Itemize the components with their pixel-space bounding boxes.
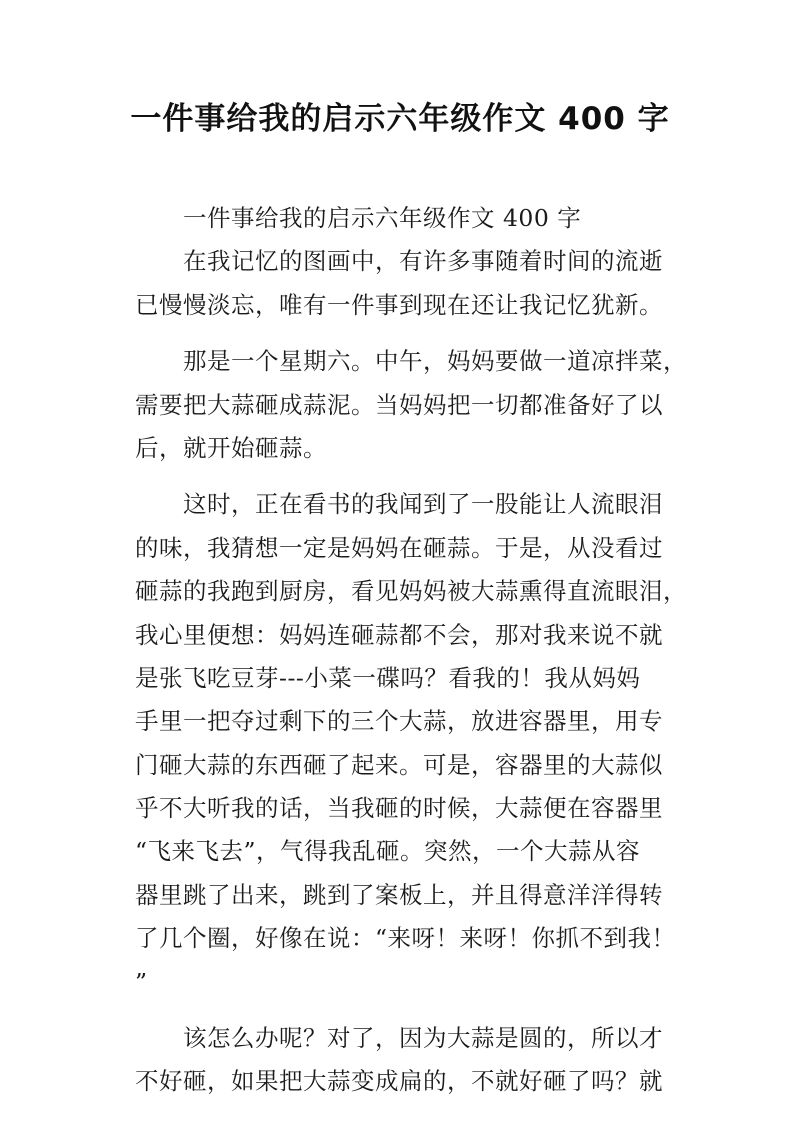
document-body	[135, 197, 687, 1104]
paragraph-4-line: 该怎么办呢？对了，因为大蒜是圆的，所以才	[183, 1024, 663, 1053]
paragraph-gap	[135, 327, 680, 340]
paragraph-3-line: 器里跳了出来，跳到了案板上，并且得意洋洋得转	[135, 880, 663, 909]
paragraph-3-line: 砸蒜的我跑到厨房，看见妈妈被大蒜熏得直流眼泪，	[135, 577, 687, 606]
paragraph-3-line: 门砸大蒜的东西砸了起来。可是，容器里的大蒜似	[135, 750, 663, 779]
document-title: 一件事给我的启示六年级作文 400 字	[130, 101, 670, 137]
paragraph-3-line: 是张飞吃豆芽---小菜一碟吗？看我的！我从妈妈	[135, 663, 641, 692]
paragraph-2-line: 那是一个星期六。中午，妈妈要做一道凉拌菜，	[183, 347, 687, 376]
subtitle-line: 一件事给我的启示六年级作文 400 字	[183, 204, 582, 232]
paragraph-3-line: “飞来飞去”，气得我乱砸。突然，一个大蒜从容	[135, 837, 641, 866]
paragraph-3-line: 这时，正在看书的我闻到了一股能让人流眼泪	[183, 490, 663, 519]
paragraph-3-line: ”	[135, 967, 148, 996]
paragraph-gap	[135, 1004, 680, 1017]
paragraph-3-line: 的味，我猜想一定是妈妈在砸蒜。于是，从没看过	[135, 533, 663, 562]
paragraph-3-line: 了几个圈，好像在说：“来呀！来呀！你抓不到我！	[135, 924, 676, 953]
paragraph-4-line: 不好砸，如果把大蒜变成扁的，不就好砸了吗？就	[135, 1067, 663, 1096]
paragraph-2-line: 需要把大蒜砸成蒜泥。当妈妈把一切都准备好了以	[135, 390, 663, 419]
paragraph-3-line: 乎不大听我的话，当我砸的时候，大蒜便在容器里	[135, 794, 663, 823]
paragraph-1-line: 在我记忆的图画中，有许多事随着时间的流逝	[183, 247, 663, 276]
paragraph-2-line: 后，就开始砸蒜。	[135, 433, 327, 462]
paragraph-3-line: 我心里便想：妈妈连砸蒜都不会，那对我来说不就	[135, 620, 663, 649]
paragraph-gap	[135, 470, 680, 483]
paragraph-3-line: 手里一把夺过剩下的三个大蒜，放进容器里，用专	[135, 707, 663, 736]
paragraph-1-line: 已慢慢淡忘，唯有一件事到现在还让我记忆犹新。	[135, 290, 663, 319]
